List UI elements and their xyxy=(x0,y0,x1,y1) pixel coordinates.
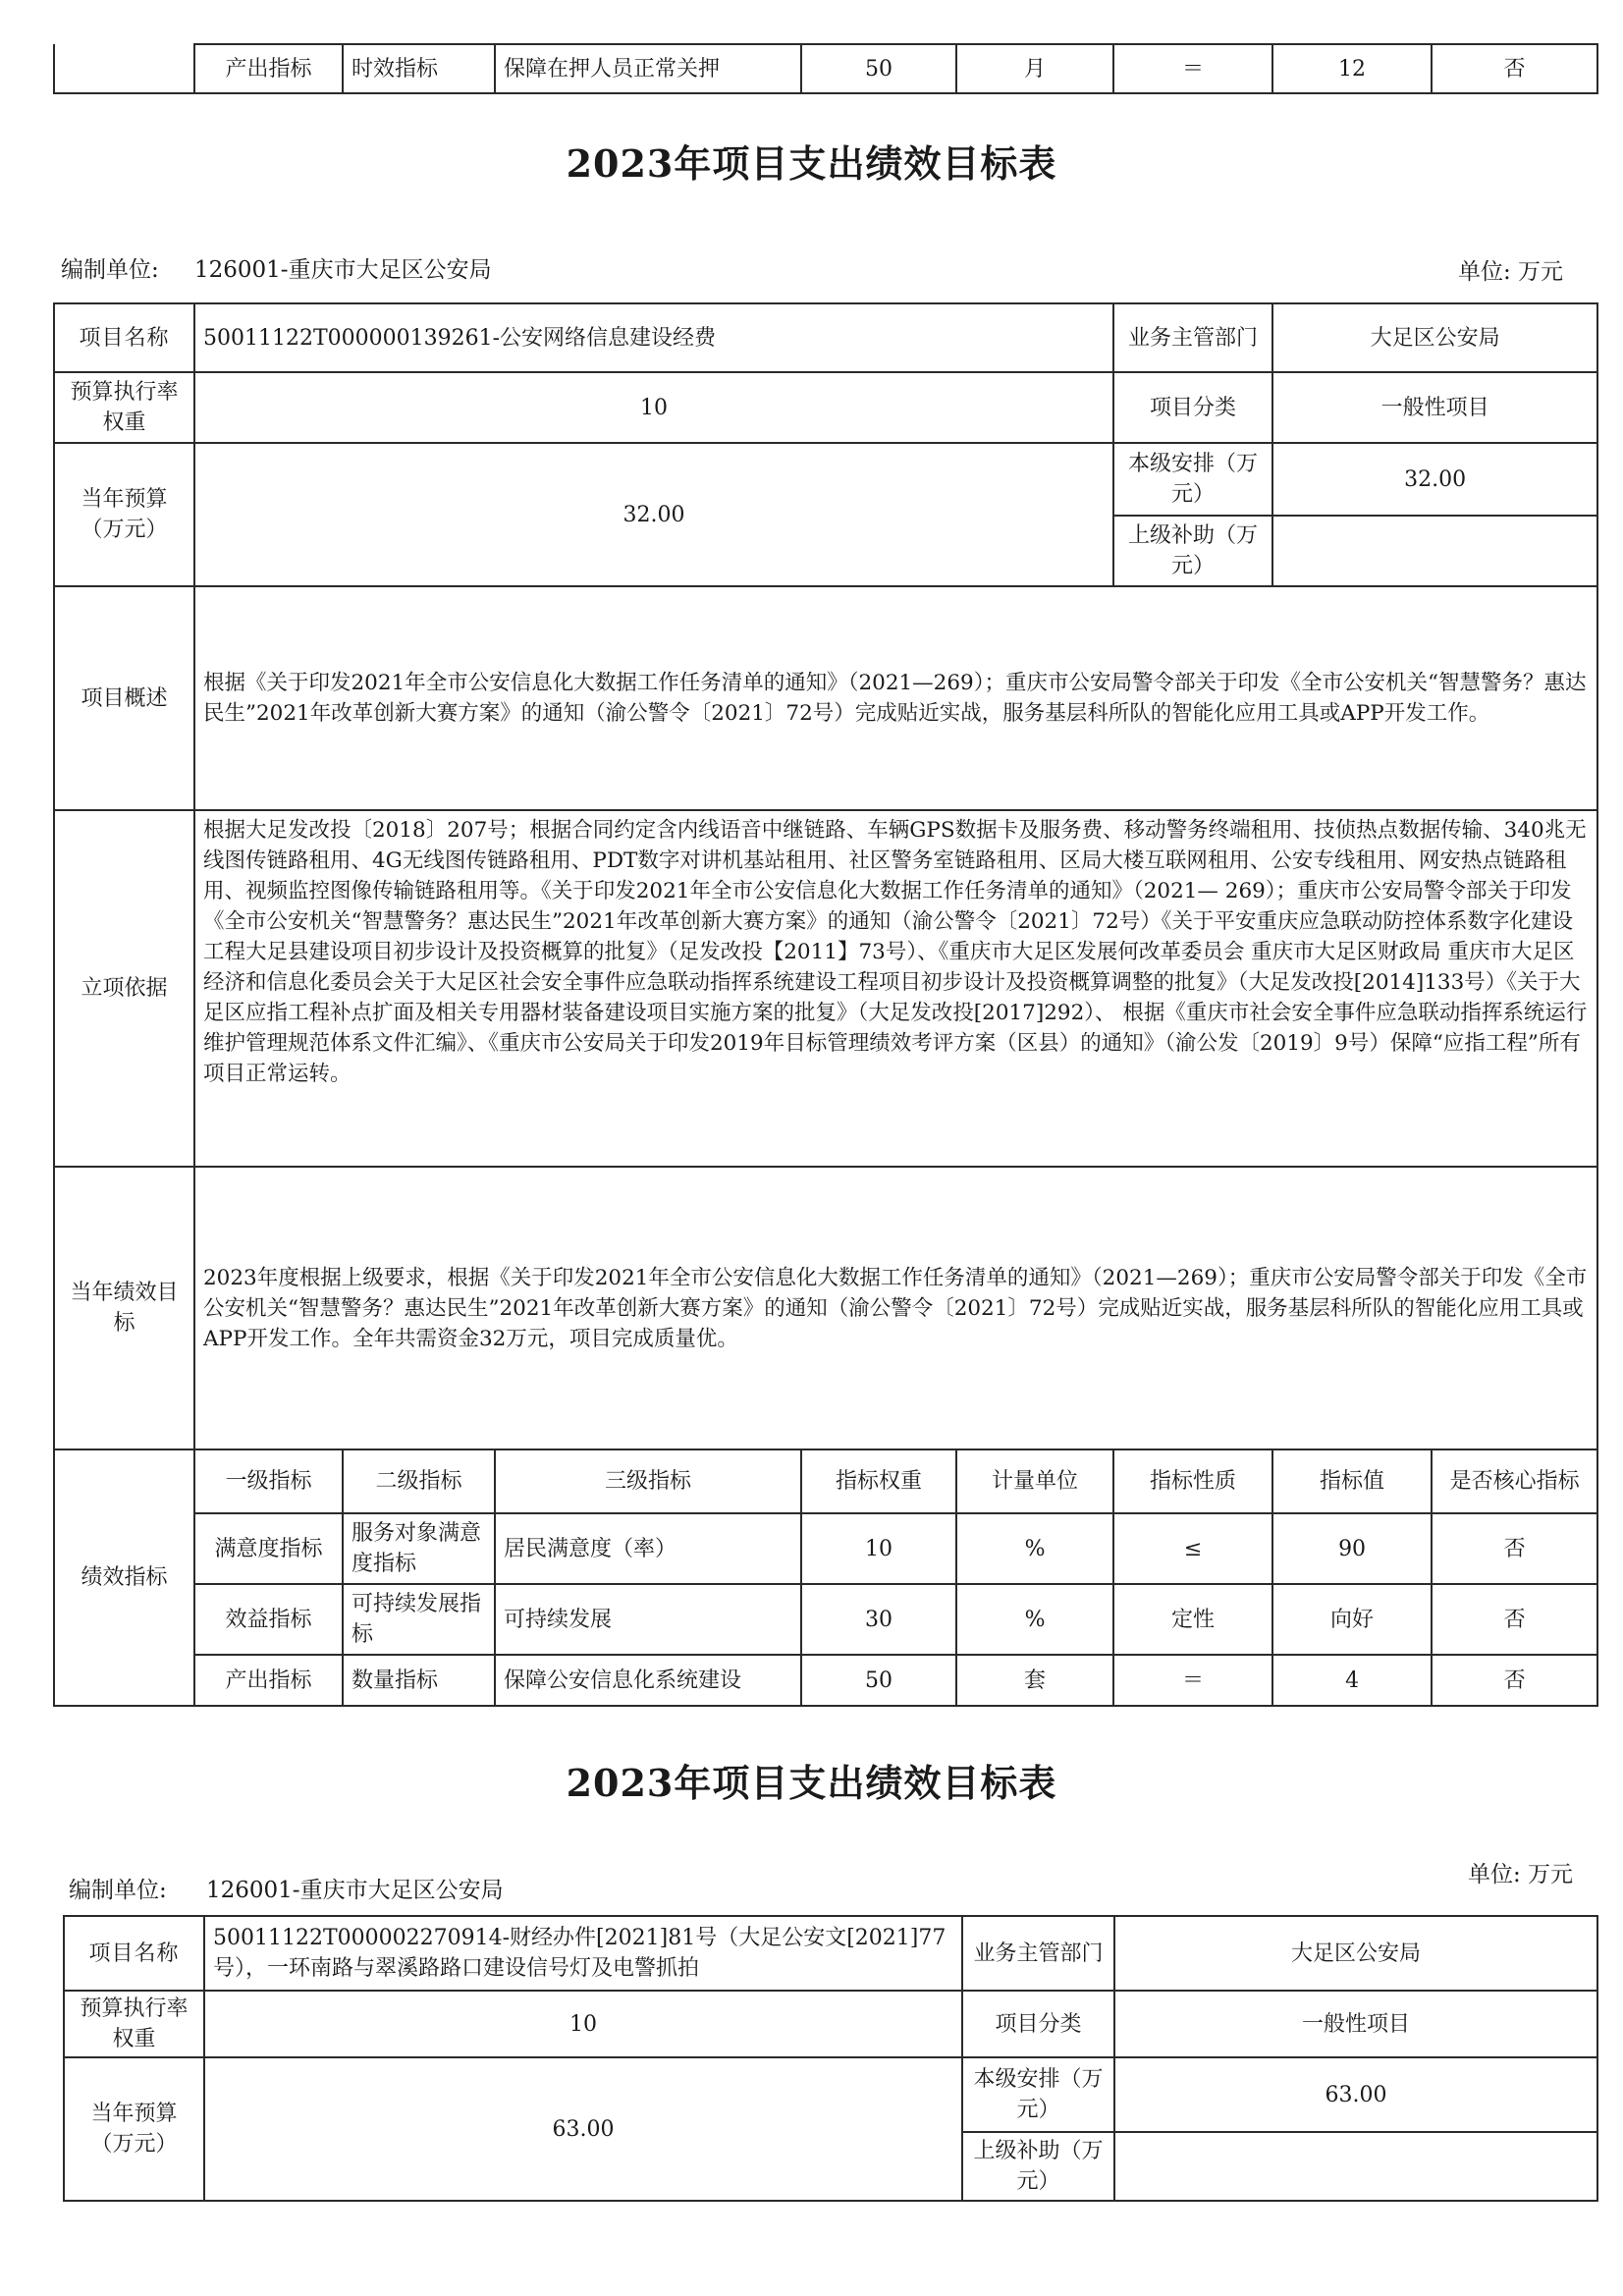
dept-value: 大足区公安局 xyxy=(1272,303,1597,372)
category-label: 项目分类 xyxy=(1113,372,1272,443)
goal-label: 当年绩效目标 xyxy=(54,1167,194,1449)
nature-cell: ＝ xyxy=(1113,44,1272,93)
indicator-header: 一级指标 xyxy=(194,1449,343,1513)
category-value: 一般性项目 xyxy=(1272,372,1597,443)
level3-cell: 保障在押人员正常关押 xyxy=(495,44,801,93)
upper-label: 上级补助（万元） xyxy=(1113,516,1272,586)
basis-label: 立项依据 xyxy=(54,810,194,1167)
indicator-cell: 否 xyxy=(1432,1584,1597,1655)
indicator-cell: 效益指标 xyxy=(194,1584,343,1655)
local-value: 63.00 xyxy=(1114,2057,1597,2132)
indicator-header: 指标性质 xyxy=(1113,1449,1272,1513)
dept-label: 业务主管部门 xyxy=(962,1916,1114,1991)
local-label: 本级安排（万元） xyxy=(962,2057,1114,2132)
indicator-cell: % xyxy=(956,1584,1113,1655)
indicator-cell: 30 xyxy=(801,1584,956,1655)
indicator-cell: % xyxy=(956,1513,1113,1584)
indicator-cell: 数量指标 xyxy=(343,1655,495,1706)
value-cell: 12 xyxy=(1272,44,1432,93)
local-budget-row xyxy=(54,443,1597,516)
indicator-cell: 居民满意度（率） xyxy=(495,1513,801,1584)
basis-row xyxy=(54,810,1597,1167)
budget-value: 32.00 xyxy=(194,443,1113,586)
indicator-cell: 服务对象满意度指标 xyxy=(343,1513,495,1584)
indicator-row xyxy=(54,1513,1597,1584)
indicator-cell: ＝ xyxy=(1113,1655,1272,1706)
goal-text: 2023年度根据上级要求，根据《关于印发2021年全市公安信息化大数据工作任务清单的通知》（2021—269）；重庆市公安局警令部关于印发《全市公安机关“智慧警务？惠达民生”2021年改革创新大赛方案》的通知（渝公警令〔2021〕72号）完成贴近实战，服务基层科所队的智能化应用工具或APP开发工作。全年共需资金32万元，项目完成质量优。 xyxy=(194,1167,1597,1449)
basis-text: 根据大足发改投〔2018〕207号；根据合同约定含内线语音中继链路、车辆GPS数据卡及服务费、移动警务终端租用、技侦热点数据传输、340兆无线图传链路租用、4G无线图传链路租用、PDT数字对讲机基站租用、社区警务室链路租用、区局大楼互联网租用、公安专线租用、网安热点链路租用、视频监控图像传输链路租用等。《关于印发2021年全市公安信息化大数据工作任务清单的通知》（2021— 269）；重庆市公安局警令部关于印发《全市公安机关“智慧警务？惠达民生”2021年改革创新大赛方案》的通知（渝公警令〔2021〕72号）《关于平安重庆应急联动防控体系数字化建设工程大足县建设项目初步设计及投资概算的批复》（足发改投【2011】73号）、《重庆市大足区发展何改革委员会 重庆市大足区财政局 重庆市大足区经济和信息化委员会关于大足区社会安全事件应急联动指挥系统建设工程项目初步设计及投资概算调整的批复》（大足发改投[2014]133号）《关于大足区应指工程补点扩面及相关专用器材装备建设项目实施方案的批复》（大足发改投[2017]292）、 根据《重庆市社会安全事件应急联动指挥系统运行维护管理规范体系文件汇编》、《重庆市公安局关于印发2019年目标管理绩效考评方案（区县）的通知》（渝公发〔2019〕9号）保障“应指工程”所有项目正常运转。 xyxy=(194,810,1597,1167)
indicator-row xyxy=(54,1655,1597,1706)
section1-org-value: 126001-重庆市大足区公安局 xyxy=(194,257,492,283)
overview-label: 项目概述 xyxy=(54,586,194,810)
local-label: 本级安排（万元） xyxy=(1113,443,1272,516)
project-name-label: 项目名称 xyxy=(54,303,194,372)
indicator-header: 指标权重 xyxy=(801,1449,956,1513)
goal-row xyxy=(54,1167,1597,1449)
indicator-cell: 向好 xyxy=(1272,1584,1432,1655)
section2-org-value: 126001-重庆市大足区公安局 xyxy=(206,1878,504,1903)
unit-cell: 月 xyxy=(956,44,1113,93)
budget-label: 当年预算（万元） xyxy=(54,443,194,586)
upper-value xyxy=(1272,516,1597,586)
exec-weight-label: 预算执行率权重 xyxy=(64,1991,204,2057)
category-label: 项目分类 xyxy=(962,1991,1114,2057)
level1-cell: 产出指标 xyxy=(194,44,343,93)
section2-table xyxy=(63,1915,1598,2202)
budget-label: 当年预算（万元） xyxy=(64,2057,204,2201)
section1-unit-label: 单位: 万元 xyxy=(1458,259,1564,285)
indicator-row xyxy=(54,1584,1597,1655)
upper-value xyxy=(1114,2132,1597,2201)
indicator-cell: 10 xyxy=(801,1513,956,1584)
indicator-cell: ≤ xyxy=(1113,1513,1272,1584)
overview-text: 根据《关于印发2021年全市公安信息化大数据工作任务清单的通知》（2021—269）；重庆市公安局警令部关于印发《全市公安机关“智慧警务？惠达民生”2021年改革创新大赛方案》的通知（渝公警令〔2021〕72号）完成贴近实战，服务基层科所队的智能化应用工具或APP开发工作。 xyxy=(194,586,1597,810)
exec-weight-row xyxy=(64,1991,1597,2057)
section1-table xyxy=(53,302,1598,1707)
project-name-row xyxy=(64,1916,1597,1991)
indicator-cell: 套 xyxy=(956,1655,1113,1706)
project-name-label: 项目名称 xyxy=(64,1916,204,1991)
local-budget-row xyxy=(64,2057,1597,2132)
exec-weight-value: 10 xyxy=(194,372,1113,443)
indicator-cell: 4 xyxy=(1272,1655,1432,1706)
indicator-cell: 否 xyxy=(1432,1513,1597,1584)
level2-cell: 时效指标 xyxy=(343,44,495,93)
indicator-cell: 可持续发展指标 xyxy=(343,1584,495,1655)
indicators-label: 绩效指标 xyxy=(54,1449,194,1706)
project-name-value: 50011122T000000139261-公安网络信息建设经费 xyxy=(194,303,1113,372)
top-continuation-table xyxy=(53,43,1598,94)
exec-weight-label: 预算执行率权重 xyxy=(54,372,194,443)
indicator-cell: 保障公安信息化系统建设 xyxy=(495,1655,801,1706)
weight-cell: 50 xyxy=(801,44,956,93)
section1-title: 2023年项目支出绩效目标表 xyxy=(566,141,1057,186)
project-name-value: 50011122T000002270914-财经办件[2021]81号（大足公安文[2021]77号），一环南路与翠溪路路口建设信号灯及电警抓拍 xyxy=(204,1916,962,1991)
indicator-cell: 满意度指标 xyxy=(194,1513,343,1584)
dept-value: 大足区公安局 xyxy=(1114,1916,1597,1991)
indicator-cell: 产出指标 xyxy=(194,1655,343,1706)
empty-cell xyxy=(54,44,194,93)
section2-unit-label: 单位: 万元 xyxy=(1468,1862,1574,1887)
project-name-row xyxy=(54,303,1597,372)
top-indicator-row xyxy=(54,44,1597,93)
indicator-header-row xyxy=(54,1449,1597,1513)
overview-row xyxy=(54,586,1597,810)
section2-org-label: 编制单位: xyxy=(69,1878,167,1903)
indicator-cell: 定性 xyxy=(1113,1584,1272,1655)
exec-weight-value: 10 xyxy=(204,1991,962,2057)
indicator-header: 三级指标 xyxy=(495,1449,801,1513)
indicator-cell: 否 xyxy=(1432,1655,1597,1706)
category-value: 一般性项目 xyxy=(1114,1991,1597,2057)
indicator-header: 计量单位 xyxy=(956,1449,1113,1513)
section1-org-label: 编制单位: xyxy=(61,257,159,283)
core-cell: 否 xyxy=(1432,44,1597,93)
indicator-header: 是否核心指标 xyxy=(1432,1449,1597,1513)
section2-title: 2023年项目支出绩效目标表 xyxy=(566,1761,1057,1805)
local-value: 32.00 xyxy=(1272,443,1597,516)
indicator-cell: 50 xyxy=(801,1655,956,1706)
indicator-header: 指标值 xyxy=(1272,1449,1432,1513)
upper-label: 上级补助（万元） xyxy=(962,2132,1114,2201)
indicator-header: 二级指标 xyxy=(343,1449,495,1513)
exec-weight-row xyxy=(54,372,1597,443)
indicator-cell: 90 xyxy=(1272,1513,1432,1584)
budget-value: 63.00 xyxy=(204,2057,962,2201)
dept-label: 业务主管部门 xyxy=(1113,303,1272,372)
indicator-cell: 可持续发展 xyxy=(495,1584,801,1655)
